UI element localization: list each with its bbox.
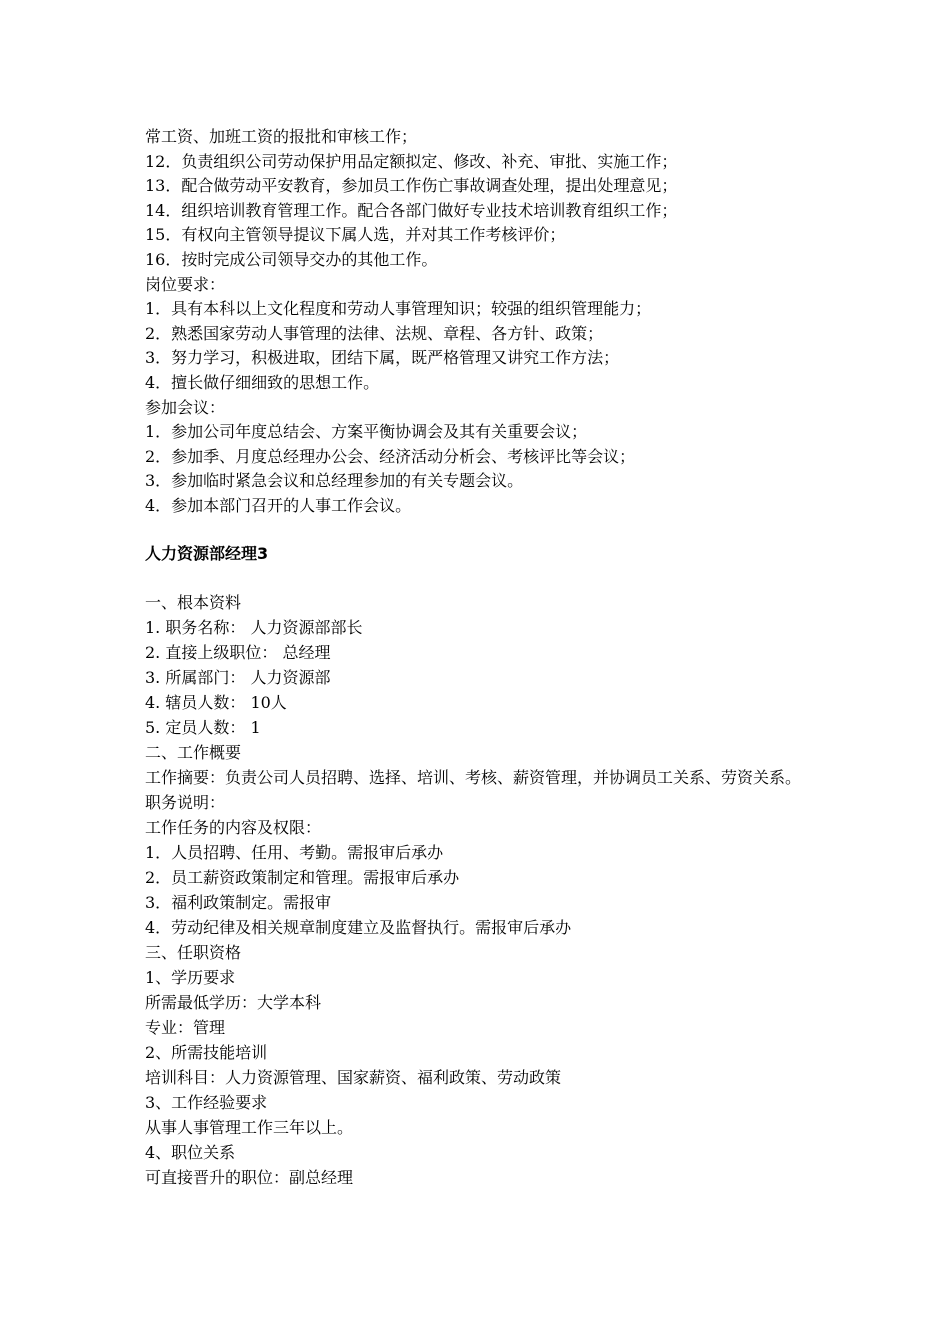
list-item: 15．有权向主管领导提议下属人选，并对其工作考核评价； [145,225,566,245]
list-item: 4. 辖员人数： 10人 [145,692,287,712]
list-item: 4．参加本部门召开的人事工作会议。 [145,495,412,515]
list-item: 3. 所属部门： 人力资源部 [145,667,331,687]
list-item: 1．人员招聘、任用、考勤。需报审后承办 [145,842,444,862]
subheading-tasks-authority: 工作任务的内容及权限： [145,817,322,837]
work-summary-paragraph: 工作摘要：负责公司人员招聘、选择、培训、考核、薪资管理，并协调员工关系、劳资关系。 [145,767,802,787]
section-hr-manager-profile [145,590,825,1190]
list-item: 13．配合做劳动平安教育，参加员工作伤亡事故调查处理，提出处理意见； [145,176,678,196]
list-item: 16．按时完成公司领导交办的其他工作。 [145,249,438,269]
list-item: 5. 定员人数： 1 [145,717,261,737]
subheading-meetings: 参加会议： [145,397,226,417]
list-item: 12．负责组织公司劳动保护用品定额拟定、修改、补充、审批、实施工作； [145,151,678,171]
list-item: 3．参加临时紧急会议和总经理参加的有关专题会议。 [145,471,524,491]
subheading-job-description: 职务说明： [145,792,226,812]
list-item: 1. 职务名称： 人力资源部部长 [145,617,363,637]
text-line: 专业：管理 [145,1017,226,1037]
list-item: 4．擅长做仔细细致的思想工作。 [145,372,380,392]
list-item: 3．努力学习，积极进取，团结下属，既严格管理又讲究工作方法； [145,348,620,368]
subheading-requirements: 岗位要求： [145,274,226,294]
list-item: 3．福利政策制定。需报审 [145,892,332,912]
list-item: 1．参加公司年度总结会、方案平衡协调会及其有关重要会议； [145,422,588,442]
text-line: 培训科目：人力资源管理、国家薪资、福利政策、劳动政策 [145,1067,562,1087]
text-line: 所需最低学历：大学本科 [145,992,322,1012]
list-item: 14．组织培训教育管理工作。配合各部门做好专业技术培训教育组织工作； [145,200,678,220]
list-item: 2. 直接上级职位： 总经理 [145,642,331,662]
text-line: 可直接晋升的职位：副总经理 [145,1167,354,1187]
subheading-position-relations: 4、职位关系 [145,1142,236,1162]
list-item: 2．熟悉国家劳动人事管理的法律、法规、章程、各方针、政策； [145,323,604,343]
list-item: 2．员工薪资政策制定和管理。需报审后承办 [145,867,460,887]
text-line: 从事人事管理工作三年以上。 [145,1117,354,1137]
subheading-education: 1、学历要求 [145,967,236,987]
subheading-experience: 3、工作经验要求 [145,1092,268,1112]
document-page [145,125,825,1190]
subheading-skills-training: 2、所需技能培训 [145,1042,268,1062]
list-item: 4．劳动纪律及相关规章制度建立及监督执行。需报审后承办 [145,917,572,937]
text-line: 常工资、加班工资的报批和审核工作； [145,127,418,146]
section-heading: 人力资源部经理3 [145,543,269,563]
section-duties-requirements-meetings [145,125,825,519]
subheading-qualifications: 三、任职资格 [145,942,242,962]
list-item: 1．具有本科以上文化程度和劳动人事管理知识；较强的组织管理能力； [145,299,652,319]
subheading-work-overview: 二、工作概要 [145,742,242,762]
subheading-basic-info: 一、根本资料 [145,592,242,612]
list-item: 2．参加季、月度总经理办公会、经济活动分析会、考核评比等会议； [145,446,636,466]
